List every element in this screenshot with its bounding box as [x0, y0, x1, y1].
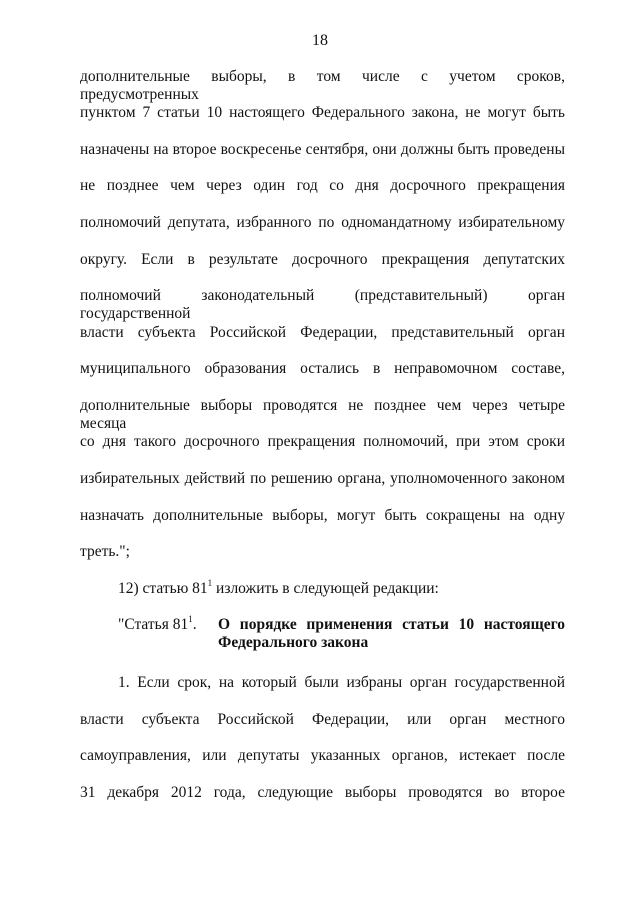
- text-line: муниципального образования остались в неправомочном составе,: [80, 360, 565, 377]
- article-dot: .: [192, 616, 197, 633]
- item-12-suffix: изложить в следующей редакции:: [212, 580, 439, 597]
- text-line: дополнительные выборы проводятся не позднее чем через четыре месяца: [80, 397, 565, 432]
- text-line: власти субъекта Российской Федерации, представительный орган: [80, 324, 565, 341]
- text-line: треть.";: [80, 543, 130, 560]
- article-number: "Статья 81: [118, 616, 189, 633]
- text-line: округу. Если в результате досрочного прекращения депутатских: [80, 251, 565, 268]
- text-line: самоуправления, или депутаты указанных органов, истекает после: [80, 747, 565, 764]
- text-line: дополнительные выборы, в том числе с учетом сроков, предусмотренных: [80, 68, 565, 103]
- text-line: полномочий депутата, избранного по одномандатному избирательному: [80, 214, 565, 231]
- item-12-prefix: 12) статью 81: [118, 580, 208, 597]
- item-12: [118, 580, 603, 598]
- article-title: О порядке применения статьи 10 настоящего: [218, 616, 565, 633]
- text-line: со дня такого досрочного прекращения полномочий, при этом сроки: [80, 433, 565, 450]
- article-title: Федерального закона: [218, 634, 369, 651]
- text-line: назначены на второе воскресенье сентября, они должны быть проведены: [80, 141, 565, 158]
- text-line: пунктом 7 статьи 10 настоящего Федерального закона, не могут быть: [80, 104, 565, 121]
- text-line: 1. Если срок, на который были избраны орган государственной: [118, 674, 565, 691]
- text-line: не позднее чем через один год со дня досрочного прекращения: [80, 177, 565, 194]
- text-line: избирательных действий по решению органа, уполномоченного законом: [80, 470, 565, 487]
- text-line: власти субъекта Российской Федерации, или орган местного: [80, 711, 565, 728]
- text-line: 31 декабря 2012 года, следующие выборы проводятся во второе: [80, 784, 565, 801]
- text-line: назначать дополнительные выборы, могут быть сокращены на одну: [80, 507, 565, 524]
- article-label: [118, 616, 218, 634]
- text-line: полномочий законодательный (представительный) орган государственной: [80, 287, 565, 322]
- page-number: 18: [312, 32, 328, 49]
- superscript: 1: [207, 578, 213, 588]
- superscript: 1: [188, 614, 193, 624]
